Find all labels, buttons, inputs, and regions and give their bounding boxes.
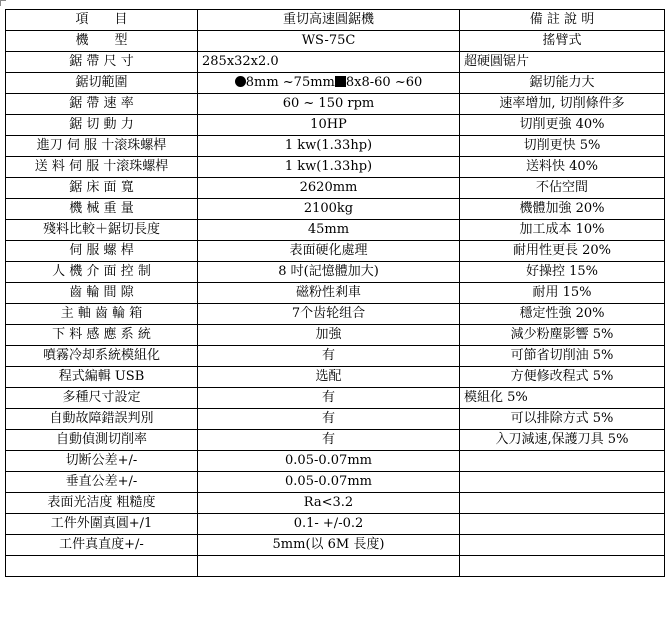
row-item: 切断公差+/- [6,451,198,472]
row-item: 程式編輯 USB [6,367,198,388]
row-note: 切削更強 40% [460,115,665,136]
row-note: 機體加強 20% [460,199,665,220]
row-spec: 8 吋(記憶體加大) [198,262,460,283]
row-note [460,493,665,514]
header-item: 項 目 [6,10,198,31]
table-row [6,430,665,451]
row-spec: 7个齿轮组合 [198,304,460,325]
row-spec: 0.1- +/-0.2 [198,514,460,535]
row-item: 伺 服 螺 桿 [6,241,198,262]
row-item: 工件真直度+/- [6,535,198,556]
row-spec: 5mm(以 6M 長度) [198,535,460,556]
row-spec: WS-75C [198,31,460,52]
row-spec: 有 [198,346,460,367]
row-item [6,556,198,577]
diameter-circle-icon [235,76,246,87]
table-row [6,241,665,262]
table-row [6,325,665,346]
row-spec: 285x32x2.0 [198,52,460,73]
row-note: 方便修改程式 5% [460,367,665,388]
row-spec: 磁粉性剎車 [198,283,460,304]
row-item: 工件外圍真圓+/1 [6,514,198,535]
row-spec: 表面硬化處理 [198,241,460,262]
row-item: 送 料 伺 服 十滚珠螺桿 [6,157,198,178]
row-item: 鋸 帶 速 率 [6,94,198,115]
row-spec [198,73,460,94]
row-item: 下 料 感 應 系 統 [6,325,198,346]
row-item: 垂直公差+/- [6,472,198,493]
table-row [6,136,665,157]
row-spec: 10HP [198,115,460,136]
row-item: 人 機 介 面 控 制 [6,262,198,283]
row-note: 搖臂式 [460,31,665,52]
row-item: 鋸 帶 尺 寸 [6,52,198,73]
row-note [460,556,665,577]
row-spec: 1 kw(1.33hp) [198,136,460,157]
row-item: 進刀 伺 服 十滚珠螺桿 [6,136,198,157]
row-spec: 有 [198,409,460,430]
row-spec: 加強 [198,325,460,346]
row-note: 鋸切能力大 [460,73,665,94]
table-row [6,388,665,409]
table-row [6,367,665,388]
row-spec: Ra<3.2 [198,493,460,514]
row-note: 穩定性強 20% [460,304,665,325]
row-note: 不佔空間 [460,178,665,199]
table-row [6,262,665,283]
row-spec: 2620mm [198,178,460,199]
row-item: 鋸切範圍 [6,73,198,94]
row-note: 切削更快 5% [460,136,665,157]
row-note [460,472,665,493]
row-item: 自動偵測切削率 [6,430,198,451]
header-notes: 備 註 說 明 [460,10,665,31]
row-item: 自動故障錯誤判別 [6,409,198,430]
row-spec: 0.05-0.07mm [198,451,460,472]
header-model: 重切高速圓鋸機 [198,10,460,31]
row-spec: 2100kg [198,199,460,220]
row-item: 鋸 床 面 寬 [6,178,198,199]
table-row [6,220,665,241]
row-spec: 有 [198,388,460,409]
table-row [6,283,665,304]
row-note: 耐用 15% [460,283,665,304]
table-row [6,451,665,472]
row-item: 殘料比較＋鋸切長度 [6,220,198,241]
square-range: 8x8-60 ~60 [345,75,423,90]
row-item: 機 械 重 量 [6,199,198,220]
row-note: 可節省切削油 5% [460,346,665,367]
row-note: 好操控 15% [460,262,665,283]
table-row [6,157,665,178]
row-note: 減少粉塵影響 5% [460,325,665,346]
row-note: 入刀減速,保護刀具 5% [460,430,665,451]
row-note [460,535,665,556]
square-section-icon [335,76,346,87]
table-row [6,304,665,325]
row-item: 表面光洁度 粗糙度 [6,493,198,514]
row-spec [198,556,460,577]
row-spec: 选配 [198,367,460,388]
row-note: 可以排除方式 5% [460,409,665,430]
row-note: 耐用性更長 20% [460,241,665,262]
round-range: 8mm ~75mm [245,75,335,90]
row-note: 模組化 5% [460,388,665,409]
spec-table [5,9,665,577]
row-item: 機 型 [6,31,198,52]
table-row [6,346,665,367]
row-note [460,451,665,472]
row-spec: 60 ~ 150 rpm [198,94,460,115]
table-row [6,31,665,52]
row-spec: 1 kw(1.33hp) [198,157,460,178]
table-row [6,94,665,115]
row-item: 噴霧冷却系統模組化 [6,346,198,367]
row-note: 速率增加, 切削條件多 [460,94,665,115]
row-spec: 0.05-0.07mm [198,472,460,493]
table-row [6,199,665,220]
row-item: 鋸 切 動 力 [6,115,198,136]
header-row [6,10,665,31]
row-note: 送料快 40% [460,157,665,178]
row-note: 加工成本 10% [460,220,665,241]
corner-mark [0,0,6,6]
table-row [6,535,665,556]
row-note [460,514,665,535]
row-note: 超硬圓锯片 [460,52,665,73]
table-row [6,472,665,493]
row-item: 多種尺寸設定 [6,388,198,409]
table-row [6,178,665,199]
table-row [6,409,665,430]
table-row [6,556,665,577]
row-spec: 有 [198,430,460,451]
table-row [6,52,665,73]
table-row [6,115,665,136]
row-item: 齒 輪 間 隙 [6,283,198,304]
row-spec: 45mm [198,220,460,241]
table-row [6,514,665,535]
table-row [6,73,665,94]
table-row [6,493,665,514]
row-item: 主 軸 齒 輪 箱 [6,304,198,325]
